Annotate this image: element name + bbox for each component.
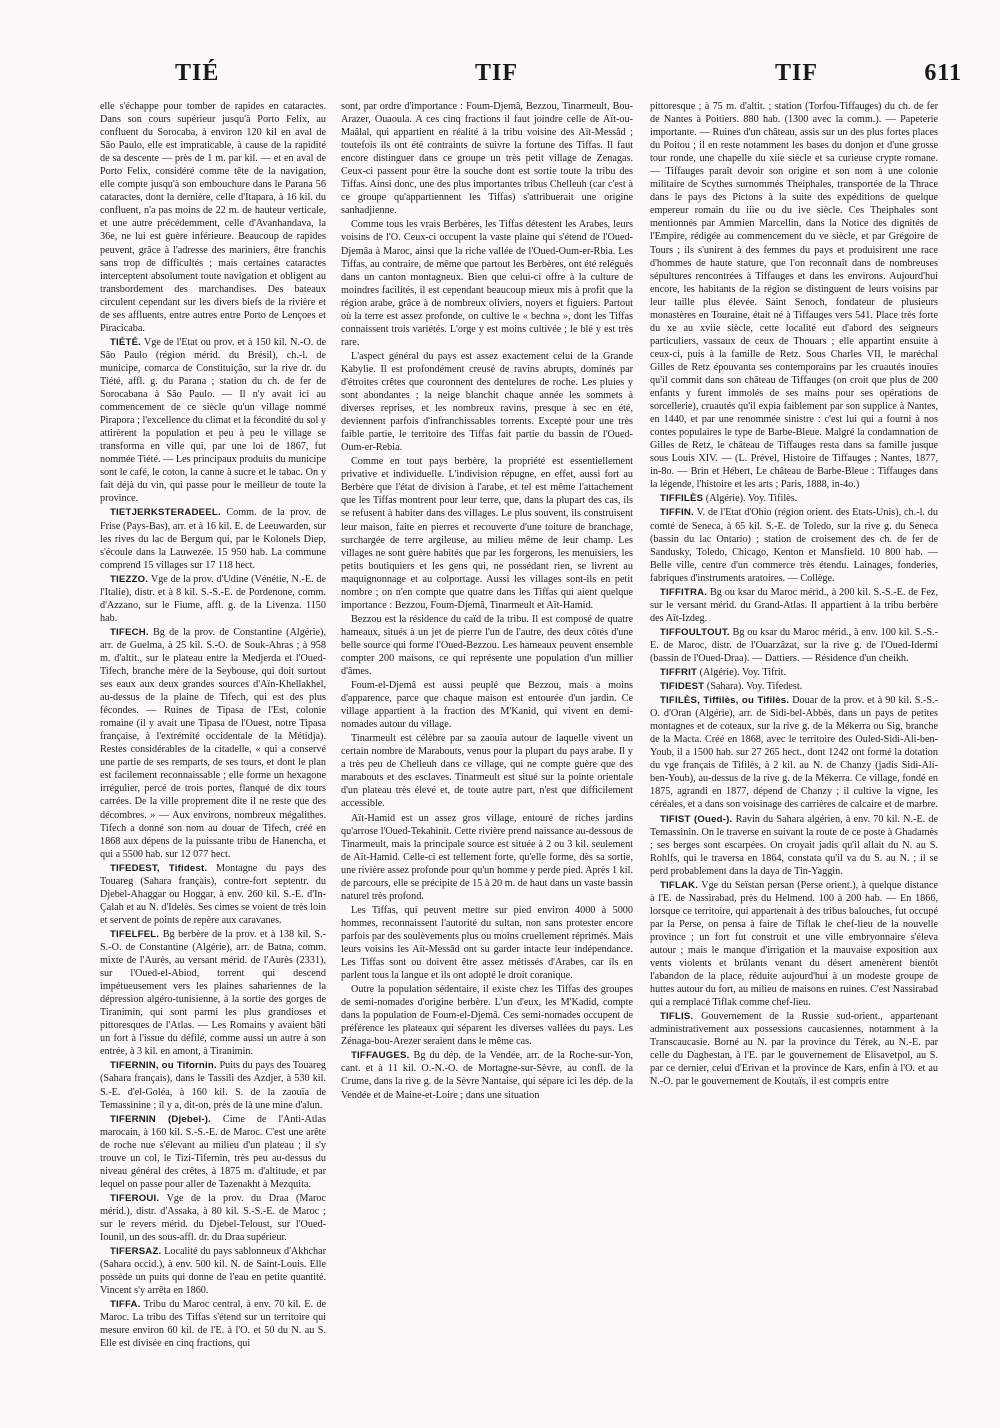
entry-headword: TIFLAK. [660, 879, 699, 891]
entry-text: Foum-el-Djemâ est aussi peuplé que Bezzou, mais a moins d'apparence, parce que chaque maison est entourée d'un jardin. Ce village appartient à la fraction des M'Kanid, qui vivent en demi-nomades autour du village. [341, 680, 633, 731]
entry-text: Douar de la prov. et à 90 kil. S.-S.-O. d'Oran (Algérie), arr. de Sidi-bel-Abbès, dans un pays de petites montagnes et de coteaux, sur la rive g. de la Mékerra ou Sig, branche de la Macta. Créé en 1868, avec le territoire des Ouled-Sidi-Ali-ben-Youb, il a 1500 hab. sur 27 265 hect., dont 1242 ont formé la dotation du vge français de Tifilès, à 2 kil. au N. de Chanzy (jadis Sidi-Ali-ben-Youb), au-dessus de la rive g. de la Mékerra. Ce village, fondé en 1875, agrandi en 1877, dépend de Chanzy ; il cultive la vigne, les céréales, et a dans son voisinage des carrières de calcaire et de marbre. [650, 695, 938, 811]
dictionary-entry [341, 350, 633, 454]
entry-text: Vge de la prov. d'Udine (Vénétie, N.-E. de l'Italie), distr. et à 8 kil. S.-S.-E. de Pordenone, comm. d'Azzano, sur le Fiume, affl. g. de la Livenza. 1150 hab. [100, 573, 326, 624]
entry-headword: TIFIST (Oued-). [660, 813, 733, 825]
dictionary-entry [100, 626, 326, 861]
dictionary-entry [650, 100, 938, 491]
running-head-left: TIÉ [175, 60, 220, 86]
entry-text: Vge de la prov. du Draa (Maroc mérid.), distr. d'Assaka, à 80 kil. S.-S.-E. de Maroc ; sur le revers mérid. du Djebel-Teloust, sur l'Oued-Iounil, un des sous-affl. dr. du Draa supérieur. [100, 1192, 326, 1244]
entry-text: Les Tiffas, qui peuvent mettre sur pied environ 4000 à 5000 hommes, reconnaissent l'autorité du sultan, non sans protester encore parfois par des soulèvements plus ou moins cruellement réprimés. Mais leurs voisins les Aït-Messâd ont su garder intacte leur indépendance. Les Tiffas sont ou doivent être assez métissés d'Arabes, car ils en parlent tous la langue et ils ont adopté le droit coranique. [341, 904, 633, 982]
entry-text: Aït-Hamid est un assez gros village, entouré de riches jardins qu'arrose l'Oued-Tekahinit. Cette rivière prend naissance au-dessous de Tinarmeult, mais la principale source est située à 2 ou 3 kil. seulement de Aït-Hamid. Celle-ci est tellement forte, qu'elle forme, dès sa sortie, une rivière assez profonde pour qu'un homme y perde pied. Après 1 kil. de parcours, elle se précipite de 15 à 20 m. de haut dans un vaste bassin naturel très profond. [341, 812, 633, 902]
dictionary-entry [341, 613, 633, 678]
entry-text: Vge de l'Etat ou prov. et à 150 kil. N.-O. de São Paulo (région mérid. du Brésil), ch.-l. de municipe, comarca de Constituição, sur la rive dr. du Tiété, affl. g. du Parana ; station du ch. de fer de Sorocabana à São Paulo. — Il n'y avait ici au commencement de ce siècle qu'un village nommé Pirapora ; l'excellence du climat et la fécondité du sol y attirèrent la population et peu à peu le village se transforma en ville qui, par une loi de 1867, fut nommée Tiété. — Les principaux produits du municipe sont le café, le coton, la canne à sucre et le tabac. On y fait déjà du vin, qui passe pour le meilleur de toute la province. [100, 336, 326, 505]
dictionary-entry [650, 506, 938, 584]
entry-headword: TIFFA. [110, 1299, 141, 1311]
running-head-center: TIF [475, 60, 519, 86]
entry-headword: TIFILÈS, Tiffilès, ou Tifilès. [660, 695, 790, 707]
entry-text: V. de l'Etat d'Ohio (région orient. des Etats-Unis), ch.-l. du comté de Seneca, à 65 kil. S.-E. de Toledo, sur la rive g. du Seneca (bassin du lac Ontario) ; station de croisement des ch. de fer de Sandusky, Toledo, Chicago, Kenton et Mansfield. 10 800 hab. — Belle ville, centre d'un commerce très étendu. Lainages, fonderies, fabriques d'instruments aratoires. — Collège. [650, 507, 938, 584]
entry-text: Tinarmeult est célèbre par sa zaouïa autour de laquelle vivent un certain nombre de Marabouts, venus pour la plupart du pays arabe. Il y a très peu de Chelleuh dans ce village, qui ne compte guère que des marabouts et des esclaves. Tinarmeult est situé sur la pointe orientale d'un plateau très élevé et, de toute autre part, n'est que difficilement accessible. [341, 733, 633, 810]
text-column-left [100, 100, 326, 1400]
page-header [95, 60, 962, 94]
entry-text: Tribu du Maroc central, à env. 70 kil. E. de Maroc. La tribu des Tiffas s'étend sur un territoire qui mesure environ 60 kil. de l'E. à l'O. et 50 du N. au S. Elle est divisée en cinq fractions, qui [100, 1299, 326, 1350]
dictionary-entry [650, 1010, 938, 1088]
entry-text: Puits du pays des Touareg (Sahara français), dans le Tassili des Azdjer, à 530 kil. S.-E. d'el-Goléa, à 160 kil. S. de la zaouïa de Temassinine ; il y a, dit-on, près de là une mine d'alun. [100, 1060, 326, 1111]
running-head-right: TIF [775, 60, 819, 86]
dictionary-entry [341, 812, 633, 903]
dictionary-entry [341, 983, 633, 1048]
dictionary-entry [100, 928, 326, 1058]
entry-headword: TIFFITRA. [660, 586, 708, 598]
dictionary-entry [341, 732, 633, 810]
entry-text: Outre la population sédentaire, il existe chez les Tiffas des groupes de semi-nomades d'origine berbère. L'un d'eux, les M'Kadid, compte dans la population de Foum-el-Djemâ. Ces semi-nomades occupent de préférence les plateaux qui séparent les diverses vallées du pays. Les Zénaga-bou-Arezer seraient dans le même cas. [341, 984, 633, 1048]
dictionary-entry [341, 1049, 633, 1101]
entry-text: Comme tous les vrais Berbères, les Tiffas détestent les Arabes, leurs voisins de l'O. Ceux-ci occupent la vaste plaine qui s'étend de l'Oued-Djemâa à Maroc, ainsi que la riche vallée de l'Oued-Oum-er-Rbia. Les Tiffas, au contraire, de même que partout les Berbères, ont été relégués dans un canton montagneux. Bien que celui-ci offre à la culture de moindres facilités, il est cependant beaucoup mieux mis à profit que la région arabe, grâce à de nombreux oliviers, noyers et figuiers. Partout où la terre est assez profonde, on cultive le « bechna », dont les Tiffas connaissent trois variétés. L'orge y est moins cultivée ; le blé y est très rare. [341, 219, 633, 348]
dictionary-entry [650, 680, 938, 693]
entry-headword: TIFERNIN, ou Tifornin. [110, 1060, 217, 1072]
entry-headword: TIFFILÈS [660, 493, 704, 505]
dictionary-entry [100, 1113, 326, 1191]
dictionary-entry [650, 879, 938, 1009]
entry-headword: TIFECH. [110, 626, 149, 638]
dictionary-entry [650, 492, 938, 505]
entry-text: Bg du dép. de la Vendée, arr. de la Roche-sur-Yon, cant. et à 11 kil. O.-N.-O. de Mortagne-sur-Sèvre, au confl. de la Crume, dans la rive g. de la Sèvre Nantaise, qui sépare ici les dép. de la Vendée et de Maine-et-Loire ; dans une situation [341, 1050, 633, 1101]
entry-headword: TIFERNIN (Djebel-). [110, 1113, 212, 1125]
entry-headword: TIETJERKSTERADEEL. [110, 507, 221, 519]
entry-headword: TIFFRIT [660, 667, 698, 679]
dictionary-entry [100, 1192, 326, 1244]
dictionary-entry [100, 100, 326, 335]
entry-headword: TIFLIS. [660, 1011, 694, 1023]
entry-text: pittoresque ; à 75 m. d'altit. ; station (Torfou-Tiffauges) du ch. de fer de Nantes à Poitiers. 880 hab. (1300 avec la comm.). — Papeterie importante. — Ruines d'un château, assis sur un des plus fortes places du Poitou ; il en reste notamment les bases du donjon et d'une grosse tour ronde, une chapelle du xiie siècle et sa curieuse crypte romane. — Tiffauges paraît devoir son origine et son nom à une colonie militaire de Scythes surnommés Theiphales, transportée de la Thrace dans le pays des Pictons à la suite des expéditions de quelque empereur romain du iiie ou du ive siècle. Ces Theiphales sont mentionnés par Ammien Marcellin, dans la Notice des dignités de l'Empire, rédigée au commencement du ve siècle, et par Grégoire de Tours ; ils s'unirent à des femmes du pays et produisirent une race d'hommes de haute stature, que l'on reconnaît dans de nombreuses sépultures rencontrées à Tiffauges et dans les environs. Aujourd'hui encore, les habitants de la région se distinguent de leurs voisins par leur taille plus élevée. Saint Senoch, fondateur de plusieurs monastères en Touraine, était né à Tiffauges vers 541. Place très forte du xe au xviie siècle, cette localité eut d'abord des seigneurs particuliers, vassaux de ceux de Thouars ; elle appartint ensuite à ceux-ci, puis à la famille de Retz. Sous Charles VII, le maréchal Gilles de Retz épouvanta ses contemporains par les cruautés inouïes qu'il commit dans son château de Tiffauges (on croit que plus de 200 enfants y furent immolés de ses mains pour ses opérations de sorcellerie), cruautés qu'il expia faiblement par son supplice à Nantes, en 1440, et par une renommée sinistre : c'est lui qui a fourni à nos contes populaires le type de Barbe-Bleue. Malgré la condamnation de Gilles de Retz, le château de Tiffauges resta dans sa famille jusque sous Louis XIV. — (L. Prével, Histoire de Tiffauges ; Nantes, 1877, in-8o. — Brin et Hébert, Le château de Barbe-Bleue : Tiffauges dans la légende, l'histoire et les arts ; Paris, 1888, in-4o.) [650, 101, 938, 491]
entry-text: Cime de l'Anti-Atlas marocain, à 160 kil. S.-S.-E. de Maroc. C'est une arête de roche nue s'élevant au milieu d'un plateau ; il s'y trouve un col, le Tizi-Tifernin, très peu au-dessus du niveau général des crêtes, à 1875 m. d'altitude, et par lequel on passe pour aller de Tazenakht à Mezquita. [100, 1113, 326, 1190]
entry-headword: TIEZZO. [110, 573, 149, 585]
entry-headword: TIFIDEST [660, 681, 705, 693]
page-number: 611 [924, 60, 962, 86]
entry-text: (Sahara). Voy. Tifedest. [706, 681, 803, 693]
dictionary-entry [650, 813, 938, 878]
entry-headword: TIFFAUGES. [351, 1050, 410, 1062]
entry-text: Bg ou ksar du Maroc mérid., à env. 100 kil. S.-S.-E. de Maroc, distr. de l'Ouarzâzat, sur la rive g. de l'Oued-Idermi (bassin de l'Oued-Draa). — Dattiers. — Résidence d'un cheikh. [650, 626, 938, 664]
entry-text: Bg ou ksar du Maroc mérid., à 200 kil. S.-S.-E. de Fez, sur le versant mérid. du Grand-Atlas. Il appartient à la tribu berbère des Aït-Izdeg. [650, 586, 938, 624]
entry-headword: TIFEDEST, Tifidest. [110, 862, 208, 874]
dictionary-entry [100, 862, 326, 927]
dictionary-entry [341, 679, 633, 731]
dictionary-entry [341, 455, 633, 612]
dictionary-entry [100, 573, 326, 625]
dictionary-entry [100, 506, 326, 571]
entry-text: Gouvernement de la Russie sud-orient., appartenant administrativement aux possessions caucasiennes, notamment à la Transcaucasie. Borné au N. par la province du Térek, au N.-E. par celle du Daghestan, à l'E. par le gouvernement de Elisavetpol, au S. par ce dernier, celui d'Erivan et la province de Kars, enfin à l'O. et au N.-O. par le gouvernement de Koutaïs, il est compris entre [650, 1011, 938, 1088]
text-column-right [650, 100, 938, 1400]
entry-headword: TIFFIN. [660, 507, 694, 519]
dictionary-entry [650, 666, 938, 679]
entry-text: Comme en tout pays berbère, la propriété est essentiellement privative et individuelle. L'indivision répugne, en effet, aussi fort au Berbère que l'état de division à l'arabe, et tel est même l'attachement que les Tiffas montrent pour leur terre, que, dans la plupart des cas, ils se refusent à habiter dans des villages. Le plus souvent, ils construisent leur maison, faite en pierres et recouverte d'une toiture de branchage, surchargée de terre argileuse, au milieu même de leur champ. Les villages ne sont guère habités que par les forgerons, les menuisiers, les petits boutiquiers et les gens qui, ne possédant rien, se livrent au maquignonnage et au colportage. Aussi les villages sont-ils en petit nombre ; on n'en compte que quatre dans les Tiffas qui aient quelque importance : Bezzou, Foum-Djemâ, Tinarmeult et Aït-Hamid. [341, 456, 633, 611]
entry-text: elle s'échappe pour tomber de rapides en cataractes. Dans son cours supérieur jusqu'à Porto Felix, au confluent du Sorocaba, à environ 120 kil en aval de São Paulo, elle est impraticable, à cause de la rapidité de sa descente — près de 1 m. par kil. — et en aval de Porto Felix, considéré comme tête de la navigation, elle compte jusqu'à son embouchure dans le Parana 56 cataractes, dont la dernière, celle d'Itapara, à 16 kil. du confluent, n'a pas moins de 22 m. de hauteur verticale, et une autre précédemment, celle d'Avanhandava, la 36e, ne lui est guère inférieure. Beaucoup de rapides peuvent, grâce à l'adresse des mariniers, être franchis sans trop de difficultés ; mais certaines cataractes interceptent absolument toute navigation et obligent au transbordement des marchandises. Des bateaux circulent cependant sur les divers biefs de la rivière et de ses affluents, entre autres entre Porto de Lençoes et Piracicaba. [100, 101, 326, 334]
entry-text: Comm. de la prov. de Frise (Pays-Bas), arr. et à 16 kil. E. de Leeuwarden, sur les rives du lac de Bergum qui, par le Kolonels Diep, s'écoule dans la Lauwezée. 15 950 hab. La commune comprend 15 villages sur 17 118 hect. [100, 507, 326, 571]
text-column-middle [341, 100, 633, 1400]
dictionary-entry [341, 904, 633, 982]
dictionary-entry [100, 336, 326, 506]
entry-text: (Algérie). Voy. Tifrit. [699, 667, 787, 679]
dictionary-entry [650, 694, 938, 811]
entry-text: Bg berbère de la prov. et à 138 kil. S.-S.-O. de Constantine (Algérie), arr. de Batna, comm. mixte de l'Aurès, au versant mérid. de l'Aurès (2331), sur l'Oued-el-Abiod, torrent qui descend impétueusement vers les plaines sahariennes de la dépression algéro-tunisienne, à la sortie des gorges de Tiranimin, qui sont parmi les plus grandioses et pittoresques de l'Atlas. — Les Romains y avaient bâti un fort à l'issue du défilé, comme aussi un autre à son entrée, à 3 kil. en amont, à Tiranimin. [100, 928, 326, 1058]
entry-headword: TIFERSAZ. [110, 1246, 162, 1258]
entry-text: L'aspect général du pays est assez exactement celui de la Grande Kabylie. Il est profondément creusé de ravins abrupts, dominés par d'étroites crêtes que couronnent des dentelures de roche. Les pluies y sont abondantes ; la neige blanchit chaque année les sommets à diverses reprises, et les nombreux ravins, presque à sec en été, deviennent parfois d'infranchissables torrents. Excepté pour une très faible partie, le territoire des Tiffas fait partie du bassin de l'Oued-Oum-er-Rebia. [341, 350, 633, 454]
dictionary-entry [100, 1245, 326, 1297]
entry-headword: TIFEROUI. [110, 1192, 160, 1204]
dictionary-entry [100, 1059, 326, 1111]
entry-text: Bezzou est la résidence du caïd de la tribu. Il est composé de quatre hameaux, situés à un jet de pierre l'un de l'autre, des deux côtés d'une belle source qui forme l'Oued-Bezzou. Les hameaux peuvent ensemble compter 200 maisons, ce qui représente une population d'un millier d'âmes. [341, 613, 633, 678]
dictionary-entry [650, 626, 938, 665]
entry-text: Montagne du pays des Touareg (Sahara français), contre-fort septentr. du Djebel-Ahaggar ou Hoggar, à env. 260 kil. S.-E. d'In-Çalah et au N. d'Idelès. Ses cimes se voient de très loin et servent de points de repère aux caravanes. [100, 862, 326, 926]
dictionary-entry [341, 100, 633, 217]
dictionary-entry [650, 586, 938, 625]
entry-text: Vge du Seïstan persan (Perse orient.), à quelque distance à l'E. de Nassirabad, près du Helmend. 100 à 200 hab. — En 1866, lorsque ce territoire, qui appartenait à des tribus balouches, fut occupé par la Perse, on pensa à faire de Tiflak le chef-lieu de la nouvelle province ; un fort fut construit et une ville embryonnaire s'éleva autour ; mais le manque d'irrigation et la mauvaise exposition aux vents violents et brûlants venant du désert amenèrent bientôt l'abandon de la place, réduite aujourd'hui à un modeste groupe de huttes autour du fort, au milieu de maisons en ruines. C'est Nassirabad qui a remplacé Tiflak comme chef-lieu. [650, 879, 938, 1009]
entry-text: (Algérie). Voy. Tifilès. [705, 493, 798, 505]
entry-text: Bg de la prov. de Constantine (Algérie), arr. de Guelma, à 25 kil. S.-O. de Souk-Ahras ; à 958 m. d'altit., sur le plateau entre la Medjerda et l'Oued-Tifech, branche mère de la Seybouse, qui doit surtout ses eaux aux deux grandes sources d'Aïn-Khellakhel, au-dessus de la plaine de Tifech, qui est des plus fécondes. — Ruines de Tipasa de l'Est, colonie romaine (il y avait une Tipasa de l'Ouest, notre Tipasa française, à l'extrémité occidentale de la Métidja). Restes considérables de la citadelle, « qui a conservé une partie de ses remparts, de ses tours, et dont le plan est facilement reconnaissable ; elle forme un hexagone irrégulier, percé de trois portes, flanqué de dix tours carrées. De la ville proprement dite il ne reste que des décombres. » — Aux environs, nombreux mégalithes. Tifech a donné son nom au douar de Tifech, créé en 1868 aux dépens de la puissante tribu de Hanencha, et qui a 5500 hab. sur 12 077 hect. [100, 626, 326, 860]
entry-text: Localité du pays sablonneux d'Akhchar (Sahara occid.), à env. 500 kil. N. de Saint-Louis. Elle possède un puits qui donne de l'eau en petite quantité. Vincent s'y arrêta en 1860. [100, 1246, 326, 1297]
entry-headword: TIFELFEL. [110, 928, 160, 940]
entry-text: sont, par ordre d'importance : Foum-Djemâ, Bezzou, Tinarmeult, Bou-Arazer, Ouaoula. A ces cinq fractions il faut joindre celle de Aït-ou-Maâlal, qui appartient en réalité à la tribu voisine des Aït-Messâd ; toutefois ils ont été contraints de suivre la fortune des Tiffas. Il faut encore distinguer dans ce groupe un très petit village de Zenagas. Ceux-ci passent pour être la souche dont est sortie toute la tribu des Tiffas. Ainsi donc, une des plus importantes tribus Chelleuh (car c'est à ce groupe qu'appartiennent les Tiffas) s'attribuerait une origine sanhadjienne. [341, 101, 633, 217]
dictionary-entry [341, 218, 633, 348]
entry-headword: TIÉTÉ. [110, 336, 142, 348]
entry-text: Ravin du Sahara algérien, à env. 70 kil. N.-E. de Temassinin. On le traverse en suivant la route de ce poste à Ghadamès ; ses berges sont escarpées. On croyait jadis qu'il allait du N. au S. Rohlfs, qui le traversa en 1864, constata qu'il va du S. au N. ; il se perd probablement dans la daya de Tin-Yaggin. [650, 813, 938, 877]
entry-headword: TIFFOULTOUT. [660, 626, 730, 638]
dictionary-entry [100, 1298, 326, 1350]
